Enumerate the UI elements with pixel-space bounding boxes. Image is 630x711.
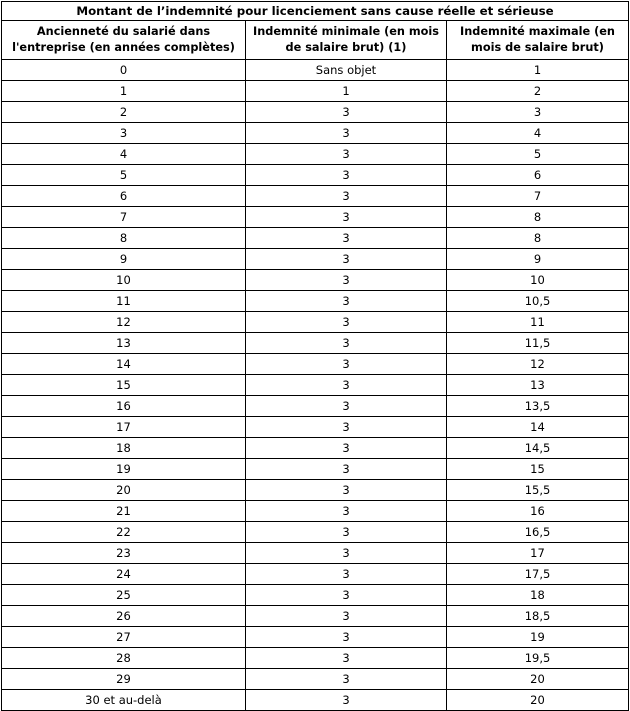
- cell-seniority: 22: [2, 522, 246, 543]
- cell-min-indemnity: 3: [246, 501, 447, 522]
- cell-seniority: 9: [2, 249, 246, 270]
- table-row: [2, 186, 629, 207]
- cell-max-indemnity: 10: [447, 270, 629, 291]
- table-row: [2, 270, 629, 291]
- table-row: [2, 102, 629, 123]
- table-row: [2, 606, 629, 627]
- cell-min-indemnity: 3: [246, 102, 447, 123]
- cell-max-indemnity: 17,5: [447, 564, 629, 585]
- table-row: [2, 627, 629, 648]
- header-max-indemnity: Indemnité maximale (en mois de salaire brut): [447, 21, 629, 60]
- table-title: Montant de l’indemnité pour licenciement sans cause réelle et sérieuse: [2, 2, 629, 21]
- cell-min-indemnity: 1: [246, 81, 447, 102]
- table-row: [2, 207, 629, 228]
- table-row: [2, 417, 629, 438]
- cell-seniority: 6: [2, 186, 246, 207]
- cell-seniority: 4: [2, 144, 246, 165]
- cell-seniority: 14: [2, 354, 246, 375]
- table-row: [2, 354, 629, 375]
- cell-seniority: 13: [2, 333, 246, 354]
- cell-max-indemnity: 5: [447, 144, 629, 165]
- table-body: [2, 60, 629, 711]
- cell-max-indemnity: 4: [447, 123, 629, 144]
- cell-seniority: 28: [2, 648, 246, 669]
- table-row: [2, 501, 629, 522]
- cell-max-indemnity: 13,5: [447, 396, 629, 417]
- cell-min-indemnity: 3: [246, 249, 447, 270]
- cell-min-indemnity: 3: [246, 207, 447, 228]
- cell-seniority: 15: [2, 375, 246, 396]
- table-row: [2, 522, 629, 543]
- table-row: [2, 333, 629, 354]
- cell-seniority: 16: [2, 396, 246, 417]
- table-row: [2, 438, 629, 459]
- cell-min-indemnity: 3: [246, 585, 447, 606]
- cell-seniority: 12: [2, 312, 246, 333]
- cell-min-indemnity: 3: [246, 522, 447, 543]
- cell-seniority: 2: [2, 102, 246, 123]
- cell-seniority: 8: [2, 228, 246, 249]
- cell-max-indemnity: 19,5: [447, 648, 629, 669]
- table-row: [2, 564, 629, 585]
- cell-seniority: 17: [2, 417, 246, 438]
- cell-max-indemnity: 7: [447, 186, 629, 207]
- cell-min-indemnity: 3: [246, 480, 447, 501]
- table-row: [2, 648, 629, 669]
- cell-seniority: 0: [2, 60, 246, 81]
- cell-max-indemnity: 10,5: [447, 291, 629, 312]
- cell-max-indemnity: 1: [447, 60, 629, 81]
- cell-seniority: 24: [2, 564, 246, 585]
- cell-min-indemnity: 3: [246, 186, 447, 207]
- cell-max-indemnity: 11,5: [447, 333, 629, 354]
- cell-min-indemnity: 3: [246, 354, 447, 375]
- cell-min-indemnity: 3: [246, 375, 447, 396]
- cell-max-indemnity: 19: [447, 627, 629, 648]
- table-row: [2, 480, 629, 501]
- cell-seniority: 7: [2, 207, 246, 228]
- header-min-indemnity: Indemnité minimale (en mois de salaire brut) (1): [246, 21, 447, 60]
- cell-seniority: 10: [2, 270, 246, 291]
- cell-max-indemnity: 17: [447, 543, 629, 564]
- table-row: [2, 585, 629, 606]
- cell-max-indemnity: 14: [447, 417, 629, 438]
- cell-seniority: 30 et au-delà: [2, 690, 246, 711]
- table-row: [2, 543, 629, 564]
- cell-max-indemnity: 16: [447, 501, 629, 522]
- cell-max-indemnity: 18: [447, 585, 629, 606]
- table-row: [2, 81, 629, 102]
- cell-max-indemnity: 18,5: [447, 606, 629, 627]
- table-row: [2, 123, 629, 144]
- cell-max-indemnity: 12: [447, 354, 629, 375]
- table-row: [2, 165, 629, 186]
- cell-min-indemnity: 3: [246, 270, 447, 291]
- cell-seniority: 1: [2, 81, 246, 102]
- cell-seniority: 5: [2, 165, 246, 186]
- cell-max-indemnity: 6: [447, 165, 629, 186]
- cell-min-indemnity: 3: [246, 648, 447, 669]
- cell-seniority: 25: [2, 585, 246, 606]
- cell-min-indemnity: 3: [246, 669, 447, 690]
- cell-seniority: 3: [2, 123, 246, 144]
- table-row: [2, 291, 629, 312]
- table-header-row: [2, 21, 629, 60]
- cell-max-indemnity: 11: [447, 312, 629, 333]
- table-row: [2, 144, 629, 165]
- cell-min-indemnity: 3: [246, 690, 447, 711]
- cell-min-indemnity: 3: [246, 123, 447, 144]
- cell-min-indemnity: 3: [246, 396, 447, 417]
- cell-min-indemnity: 3: [246, 144, 447, 165]
- cell-min-indemnity: 3: [246, 627, 447, 648]
- cell-min-indemnity: 3: [246, 333, 447, 354]
- cell-min-indemnity: 3: [246, 291, 447, 312]
- cell-min-indemnity: Sans objet: [246, 60, 447, 81]
- table-row: [2, 459, 629, 480]
- cell-max-indemnity: 8: [447, 228, 629, 249]
- cell-max-indemnity: 8: [447, 207, 629, 228]
- cell-max-indemnity: 13: [447, 375, 629, 396]
- cell-seniority: 26: [2, 606, 246, 627]
- cell-seniority: 18: [2, 438, 246, 459]
- table-row: [2, 690, 629, 711]
- cell-min-indemnity: 3: [246, 438, 447, 459]
- table-row: [2, 312, 629, 333]
- table-row: [2, 60, 629, 81]
- cell-seniority: 19: [2, 459, 246, 480]
- cell-max-indemnity: 20: [447, 669, 629, 690]
- cell-min-indemnity: 3: [246, 417, 447, 438]
- cell-seniority: 11: [2, 291, 246, 312]
- cell-max-indemnity: 15: [447, 459, 629, 480]
- cell-min-indemnity: 3: [246, 312, 447, 333]
- cell-max-indemnity: 2: [447, 81, 629, 102]
- table-row: [2, 375, 629, 396]
- cell-seniority: 23: [2, 543, 246, 564]
- cell-max-indemnity: 14,5: [447, 438, 629, 459]
- cell-seniority: 21: [2, 501, 246, 522]
- cell-min-indemnity: 3: [246, 606, 447, 627]
- cell-max-indemnity: 3: [447, 102, 629, 123]
- header-seniority: Ancienneté du salarié dans l'entreprise (en années complètes): [2, 21, 246, 60]
- cell-max-indemnity: 9: [447, 249, 629, 270]
- cell-min-indemnity: 3: [246, 459, 447, 480]
- indemnity-table: [1, 1, 629, 711]
- cell-min-indemnity: 3: [246, 564, 447, 585]
- table-row: [2, 228, 629, 249]
- table-row: [2, 669, 629, 690]
- cell-seniority: 29: [2, 669, 246, 690]
- cell-min-indemnity: 3: [246, 228, 447, 249]
- cell-min-indemnity: 3: [246, 165, 447, 186]
- cell-min-indemnity: 3: [246, 543, 447, 564]
- cell-max-indemnity: 16,5: [447, 522, 629, 543]
- cell-seniority: 20: [2, 480, 246, 501]
- table-row: [2, 249, 629, 270]
- cell-max-indemnity: 15,5: [447, 480, 629, 501]
- cell-max-indemnity: 20: [447, 690, 629, 711]
- cell-seniority: 27: [2, 627, 246, 648]
- table-row: [2, 396, 629, 417]
- table-title-row: [2, 2, 629, 21]
